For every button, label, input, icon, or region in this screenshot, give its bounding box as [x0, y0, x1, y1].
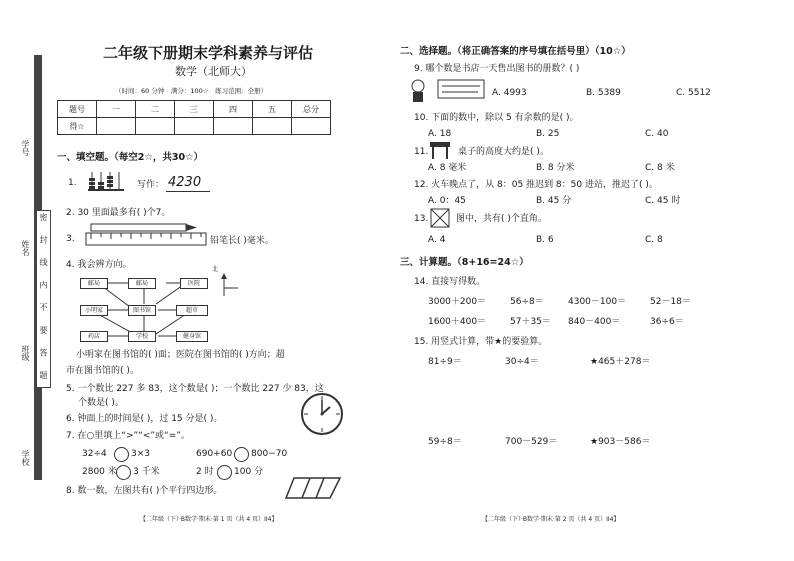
score-cell: 五	[253, 101, 292, 118]
vertical-calc: 30÷4＝	[505, 357, 539, 367]
compare-right: 100 分	[234, 467, 264, 477]
label-name: 姓名	[21, 240, 30, 256]
q11-option-b[interactable]: B. 8 分米	[536, 163, 575, 173]
q9-text: 9. 哪个数是书店一天售出图书的册数？( )	[414, 64, 580, 74]
q10-option-a[interactable]: A. 18	[428, 129, 452, 139]
map-place: 小明家	[80, 305, 108, 316]
q11-option-c[interactable]: C. 8 米	[645, 163, 675, 173]
direct-calc: 840－400＝	[568, 317, 621, 327]
map-place: 图书馆	[128, 305, 156, 316]
map-place: 学校	[128, 331, 156, 342]
map-place: 健身馆	[176, 331, 208, 342]
q1-number: 1.	[68, 178, 77, 188]
vertical-calc: 59÷8＝	[428, 437, 462, 447]
footer-page-1: 【二年级（下）·B数学·期末·第 1 页（共 4 页）II4】	[140, 516, 278, 523]
q13-text: 图中，共有( )个直角。	[456, 214, 547, 224]
q5-text-line2: 个数是( )。	[78, 398, 124, 408]
exam-title: 二年级下册期末学科素养与评估	[103, 44, 314, 62]
section-1-heading: 一、填空题。（每空2☆，共30☆）	[57, 152, 204, 163]
square-diagonals-figure	[430, 208, 450, 228]
q6-text: 6. 钟面上的时间是( )，过 15 分是( )。	[66, 414, 223, 424]
vertical-calc: ★465＋278＝	[590, 357, 651, 367]
q12-option-c[interactable]: C. 45 时	[645, 196, 681, 206]
score-input[interactable]	[253, 118, 292, 135]
score-table	[57, 100, 331, 135]
label-student-id: 学号	[21, 140, 30, 156]
direct-calc: 56÷8＝	[510, 297, 544, 307]
score-cell: 总分	[292, 101, 331, 118]
exam-meta: （时间：60 分钟 满分：100☆ 练习范围：全册）	[115, 87, 268, 95]
compare-right: 3×3	[131, 449, 150, 459]
parallelogram-figure	[284, 474, 344, 502]
exam-subtitle: 数学（北师大）	[175, 65, 252, 78]
map-place: 药店	[80, 331, 108, 342]
q14-text: 14. 直接写得数。	[414, 277, 486, 287]
q11-option-a[interactable]: A. 8 毫米	[428, 163, 467, 173]
score-input[interactable]	[136, 118, 175, 135]
score-cell: 得☆	[58, 118, 97, 135]
q10-option-b[interactable]: B. 25	[536, 129, 560, 139]
ruler-pencil-icon	[85, 222, 207, 248]
score-table-row	[58, 118, 331, 135]
compare-left: 2 时	[196, 467, 214, 477]
q12-option-a[interactable]: A. 0：45	[428, 196, 466, 206]
compare-right: 3 千米	[133, 467, 160, 477]
direct-calc: 3000＋200＝	[428, 297, 487, 307]
abacus-icon	[86, 168, 126, 192]
score-table-header	[58, 101, 331, 118]
clock-icon	[300, 392, 344, 436]
score-cell: 二	[136, 101, 175, 118]
map-place: 邮局	[128, 278, 156, 289]
direct-calc: 52－18＝	[650, 297, 691, 307]
vertical-calc: 81÷9＝	[428, 357, 462, 367]
compare-circle[interactable]	[114, 447, 129, 462]
label-class: 班级	[21, 345, 30, 361]
q1-handwritten-answer: 4230	[168, 175, 202, 190]
label-school: 学校	[21, 450, 30, 466]
compare-left: 32÷4	[82, 449, 107, 459]
q4-text: 4. 我会辨方向。	[66, 260, 132, 270]
seal-line-text: 密 封 线 内 不 要 答 题	[36, 210, 51, 388]
q15-text: 15. 用竖式计算，带★的要验算。	[414, 337, 548, 347]
compare-left: 690+60	[196, 449, 233, 459]
q12-option-b[interactable]: B. 45 分	[536, 196, 572, 206]
direct-calc: 1600＋400＝	[428, 317, 487, 327]
footer-page-2: 【二年级（下）·B数学·期末·第 2 页（共 4 页）II4】	[482, 516, 620, 523]
q1-answer-line	[166, 191, 210, 192]
desk-icon	[429, 140, 451, 160]
bookstore-sign-icon	[408, 76, 488, 104]
score-input[interactable]	[214, 118, 253, 135]
compare-circle[interactable]	[217, 465, 232, 480]
q11-text: 桌子的高度大约是( )。	[458, 147, 549, 157]
section-2-heading: 二、选择题。（将正确答案的序号填在括号里）（10☆）	[400, 46, 631, 57]
direct-calc: 36÷6＝	[650, 317, 684, 327]
q4-text-line2: 市在图书馆的( )。	[66, 366, 139, 376]
q13-option-a[interactable]: A. 4	[428, 235, 446, 245]
score-cell: 题号	[58, 101, 97, 118]
q7-text: 7. 在○里填上“>”“<”或“=”。	[66, 431, 190, 441]
score-input[interactable]	[97, 118, 136, 135]
q13-option-c[interactable]: C. 8	[645, 235, 663, 245]
direct-calc: 57＋35＝	[510, 317, 551, 327]
score-cell: 一	[97, 101, 136, 118]
q3-number: 3.	[66, 234, 75, 244]
map-place: 邮局	[80, 278, 108, 289]
q2-text: 2. 30 里面最多有( )个7。	[66, 208, 171, 218]
section-3-heading: 三、计算题。（8+16=24☆）	[400, 257, 529, 268]
q4-text-line1: 小明家在图书馆的( )面；医院在图书馆的( )方向；超	[76, 350, 285, 360]
north-label: 北	[212, 266, 219, 273]
q10-text: 10. 下面的数中，除以 5 有余数的是( )。	[414, 113, 579, 123]
north-arrow-icon	[216, 270, 240, 298]
q9-option-a[interactable]: A. 4993	[492, 88, 527, 98]
vertical-calc: ★903－586＝	[590, 437, 651, 447]
q13-option-b[interactable]: B. 6	[536, 235, 554, 245]
q1-text: 写作：	[137, 180, 165, 190]
q5-text: 5. 一个数比 227 多 83，这个数是( )；一个数比 227 少 83，这	[66, 384, 324, 394]
score-input[interactable]	[292, 118, 331, 135]
map-place: 医院	[180, 278, 208, 289]
q9-option-c[interactable]: C. 5512	[676, 88, 711, 98]
map-place: 超市	[176, 305, 208, 316]
direct-calc: 4300－100＝	[568, 297, 627, 307]
q13-number: 13.	[414, 214, 429, 224]
q8-text: 8. 数一数，左图共有( )个平行四边形。	[66, 486, 223, 496]
q12-text: 12. 火车晚点了，从 8：05 推迟到 8：50 进站，推迟了( )。	[414, 180, 658, 190]
compare-circle[interactable]	[116, 465, 131, 480]
q9-option-b[interactable]: B. 5389	[586, 88, 621, 98]
compare-circle[interactable]	[234, 447, 249, 462]
compare-right: 800−70	[251, 449, 288, 459]
score-cell: 四	[214, 101, 253, 118]
q11-number: 11.	[414, 147, 429, 157]
compare-left: 2800 米	[82, 467, 117, 477]
q3-text: 铅笔长( )毫米。	[210, 236, 274, 246]
vertical-calc: 700－529＝	[505, 437, 558, 447]
q10-option-c[interactable]: C. 40	[645, 129, 669, 139]
score-cell: 三	[175, 101, 214, 118]
score-input[interactable]	[175, 118, 214, 135]
